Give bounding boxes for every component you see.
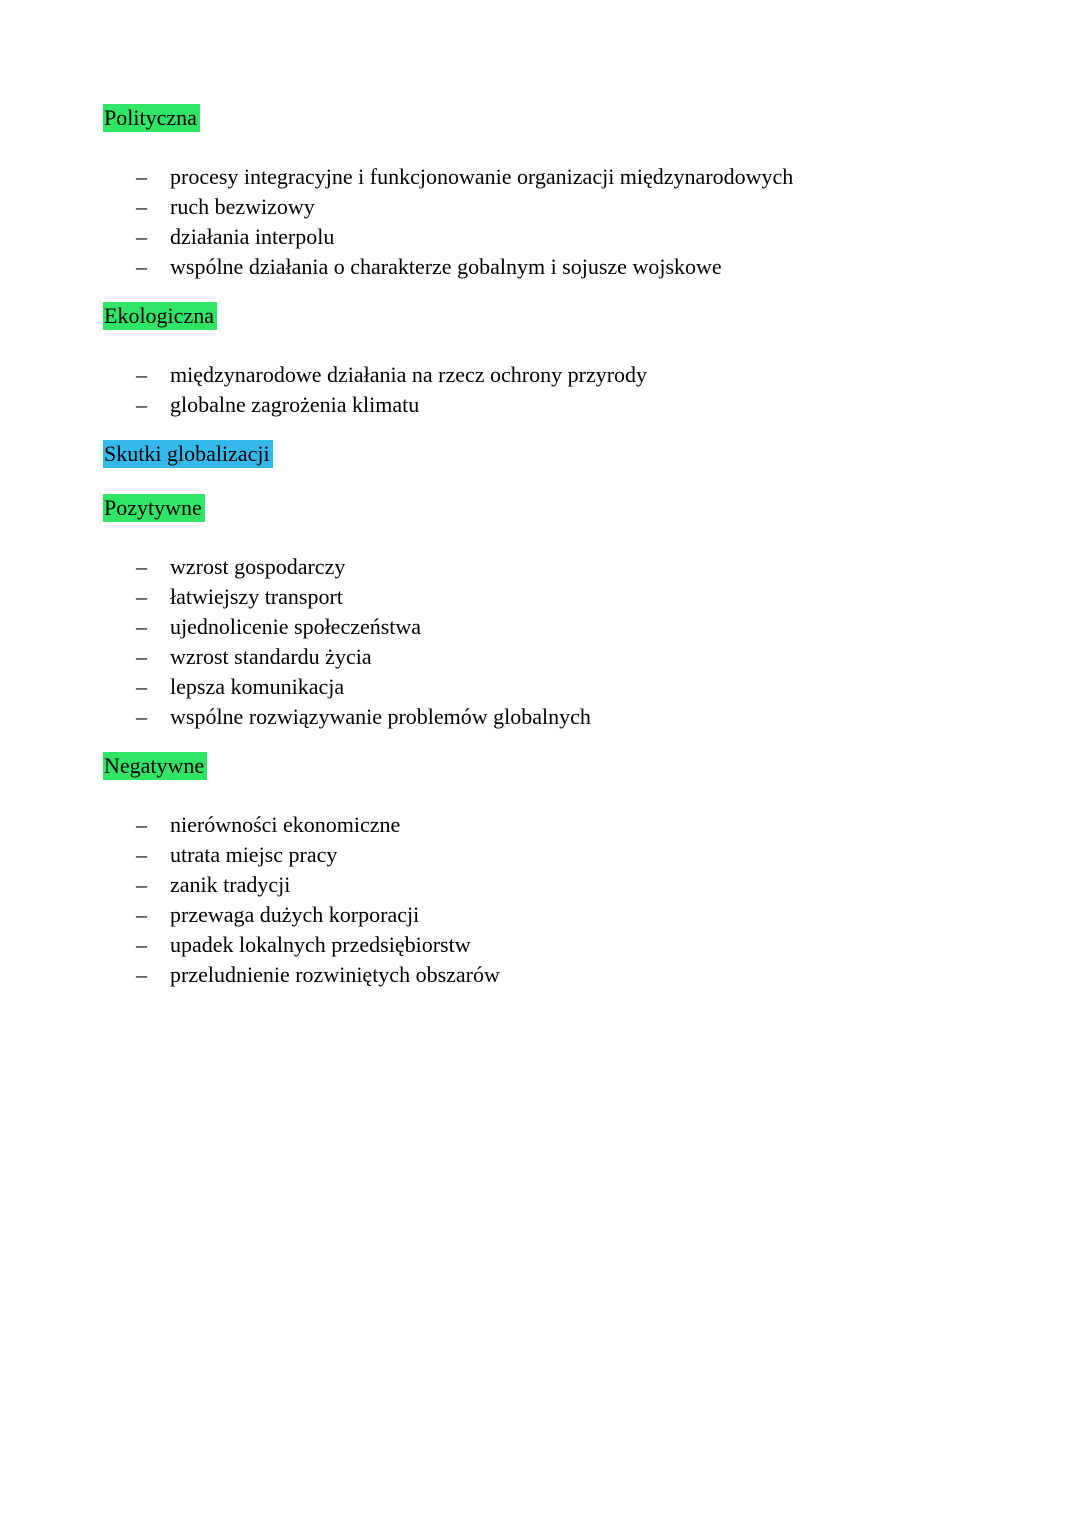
dash-bullet: – — [136, 554, 147, 579]
dash-bullet: – — [136, 842, 147, 867]
list-item-text: przewaga dużych korporacji — [170, 902, 420, 927]
list-item — [103, 582, 1020, 612]
list-item — [103, 222, 1020, 252]
dash-bullet: – — [136, 704, 147, 729]
list-item-text: upadek lokalnych przedsiębiorstw — [170, 932, 471, 957]
list-item — [103, 642, 1020, 672]
list-item — [103, 840, 1020, 870]
list-item — [103, 390, 1020, 420]
list-item — [103, 162, 1020, 192]
list-item-text: wspólne działania o charakterze gobalnym i sojusze wojskowe — [170, 254, 722, 279]
dash-bullet: – — [136, 872, 147, 897]
list-item — [103, 810, 1020, 840]
list-item-text: łatwiejszy transport — [170, 584, 343, 609]
section-heading-pozytywne — [103, 494, 1020, 522]
list-item — [103, 702, 1020, 732]
bullet-list-negatywne — [103, 810, 1020, 990]
list-item — [103, 612, 1020, 642]
dash-bullet: – — [136, 902, 147, 927]
list-item — [103, 672, 1020, 702]
list-item-text: zanik tradycji — [170, 872, 291, 897]
bullet-list-polityczna — [103, 162, 1020, 282]
dash-bullet: – — [136, 194, 147, 219]
dash-bullet: – — [136, 362, 147, 387]
section-heading-ekologiczna — [103, 302, 1020, 330]
section-heading-skutki-globalizacji — [103, 440, 1020, 468]
list-item-text: międzynarodowe działania na rzecz ochrony przyrody — [170, 362, 648, 387]
list-item-text: globalne zagrożenia klimatu — [170, 392, 420, 417]
list-item-text: ujednolicenie społeczeństwa — [170, 614, 422, 639]
list-item — [103, 900, 1020, 930]
dash-bullet: – — [136, 392, 147, 417]
highlighted-heading-text: Pozytywne — [103, 494, 205, 522]
list-item — [103, 870, 1020, 900]
bullet-list-ekologiczna — [103, 360, 1020, 420]
dash-bullet: – — [136, 584, 147, 609]
list-item-text: wspólne rozwiązywanie problemów globalnych — [170, 704, 591, 729]
dash-bullet: – — [136, 164, 147, 189]
list-item-text: lepsza komunikacja — [170, 674, 345, 699]
section-heading-negatywne — [103, 752, 1020, 780]
highlighted-heading-text: Ekologiczna — [103, 302, 217, 330]
dash-bullet: – — [136, 614, 147, 639]
list-item-text: utrata miejsc pracy — [170, 842, 338, 867]
list-item-text: wzrost standardu życia — [170, 644, 372, 669]
list-item-text: przeludnienie rozwiniętych obszarów — [170, 962, 500, 987]
list-item — [103, 252, 1020, 282]
dash-bullet: – — [136, 254, 147, 279]
list-item — [103, 192, 1020, 222]
dash-bullet: – — [136, 932, 147, 957]
section-heading-polityczna — [103, 104, 1020, 132]
dash-bullet: – — [136, 644, 147, 669]
bullet-list-pozytywne — [103, 552, 1020, 732]
highlighted-heading-text: Skutki globalizacji — [103, 440, 273, 468]
list-item — [103, 360, 1020, 390]
list-item-text: procesy integracyjne i funkcjonowanie organizacji międzynarodowych — [170, 164, 794, 189]
list-item-text: działania interpolu — [170, 224, 335, 249]
dash-bullet: – — [136, 674, 147, 699]
dash-bullet: – — [136, 812, 147, 837]
dash-bullet: – — [136, 962, 147, 987]
list-item — [103, 552, 1020, 582]
list-item — [103, 960, 1020, 990]
list-item-text: ruch bezwizowy — [170, 194, 315, 219]
highlighted-heading-text: Negatywne — [103, 752, 207, 780]
list-item — [103, 930, 1020, 960]
highlighted-heading-text: Polityczna — [103, 104, 200, 132]
list-item-text: nierówności ekonomiczne — [170, 812, 401, 837]
list-item-text: wzrost gospodarczy — [170, 554, 346, 579]
dash-bullet: – — [136, 224, 147, 249]
